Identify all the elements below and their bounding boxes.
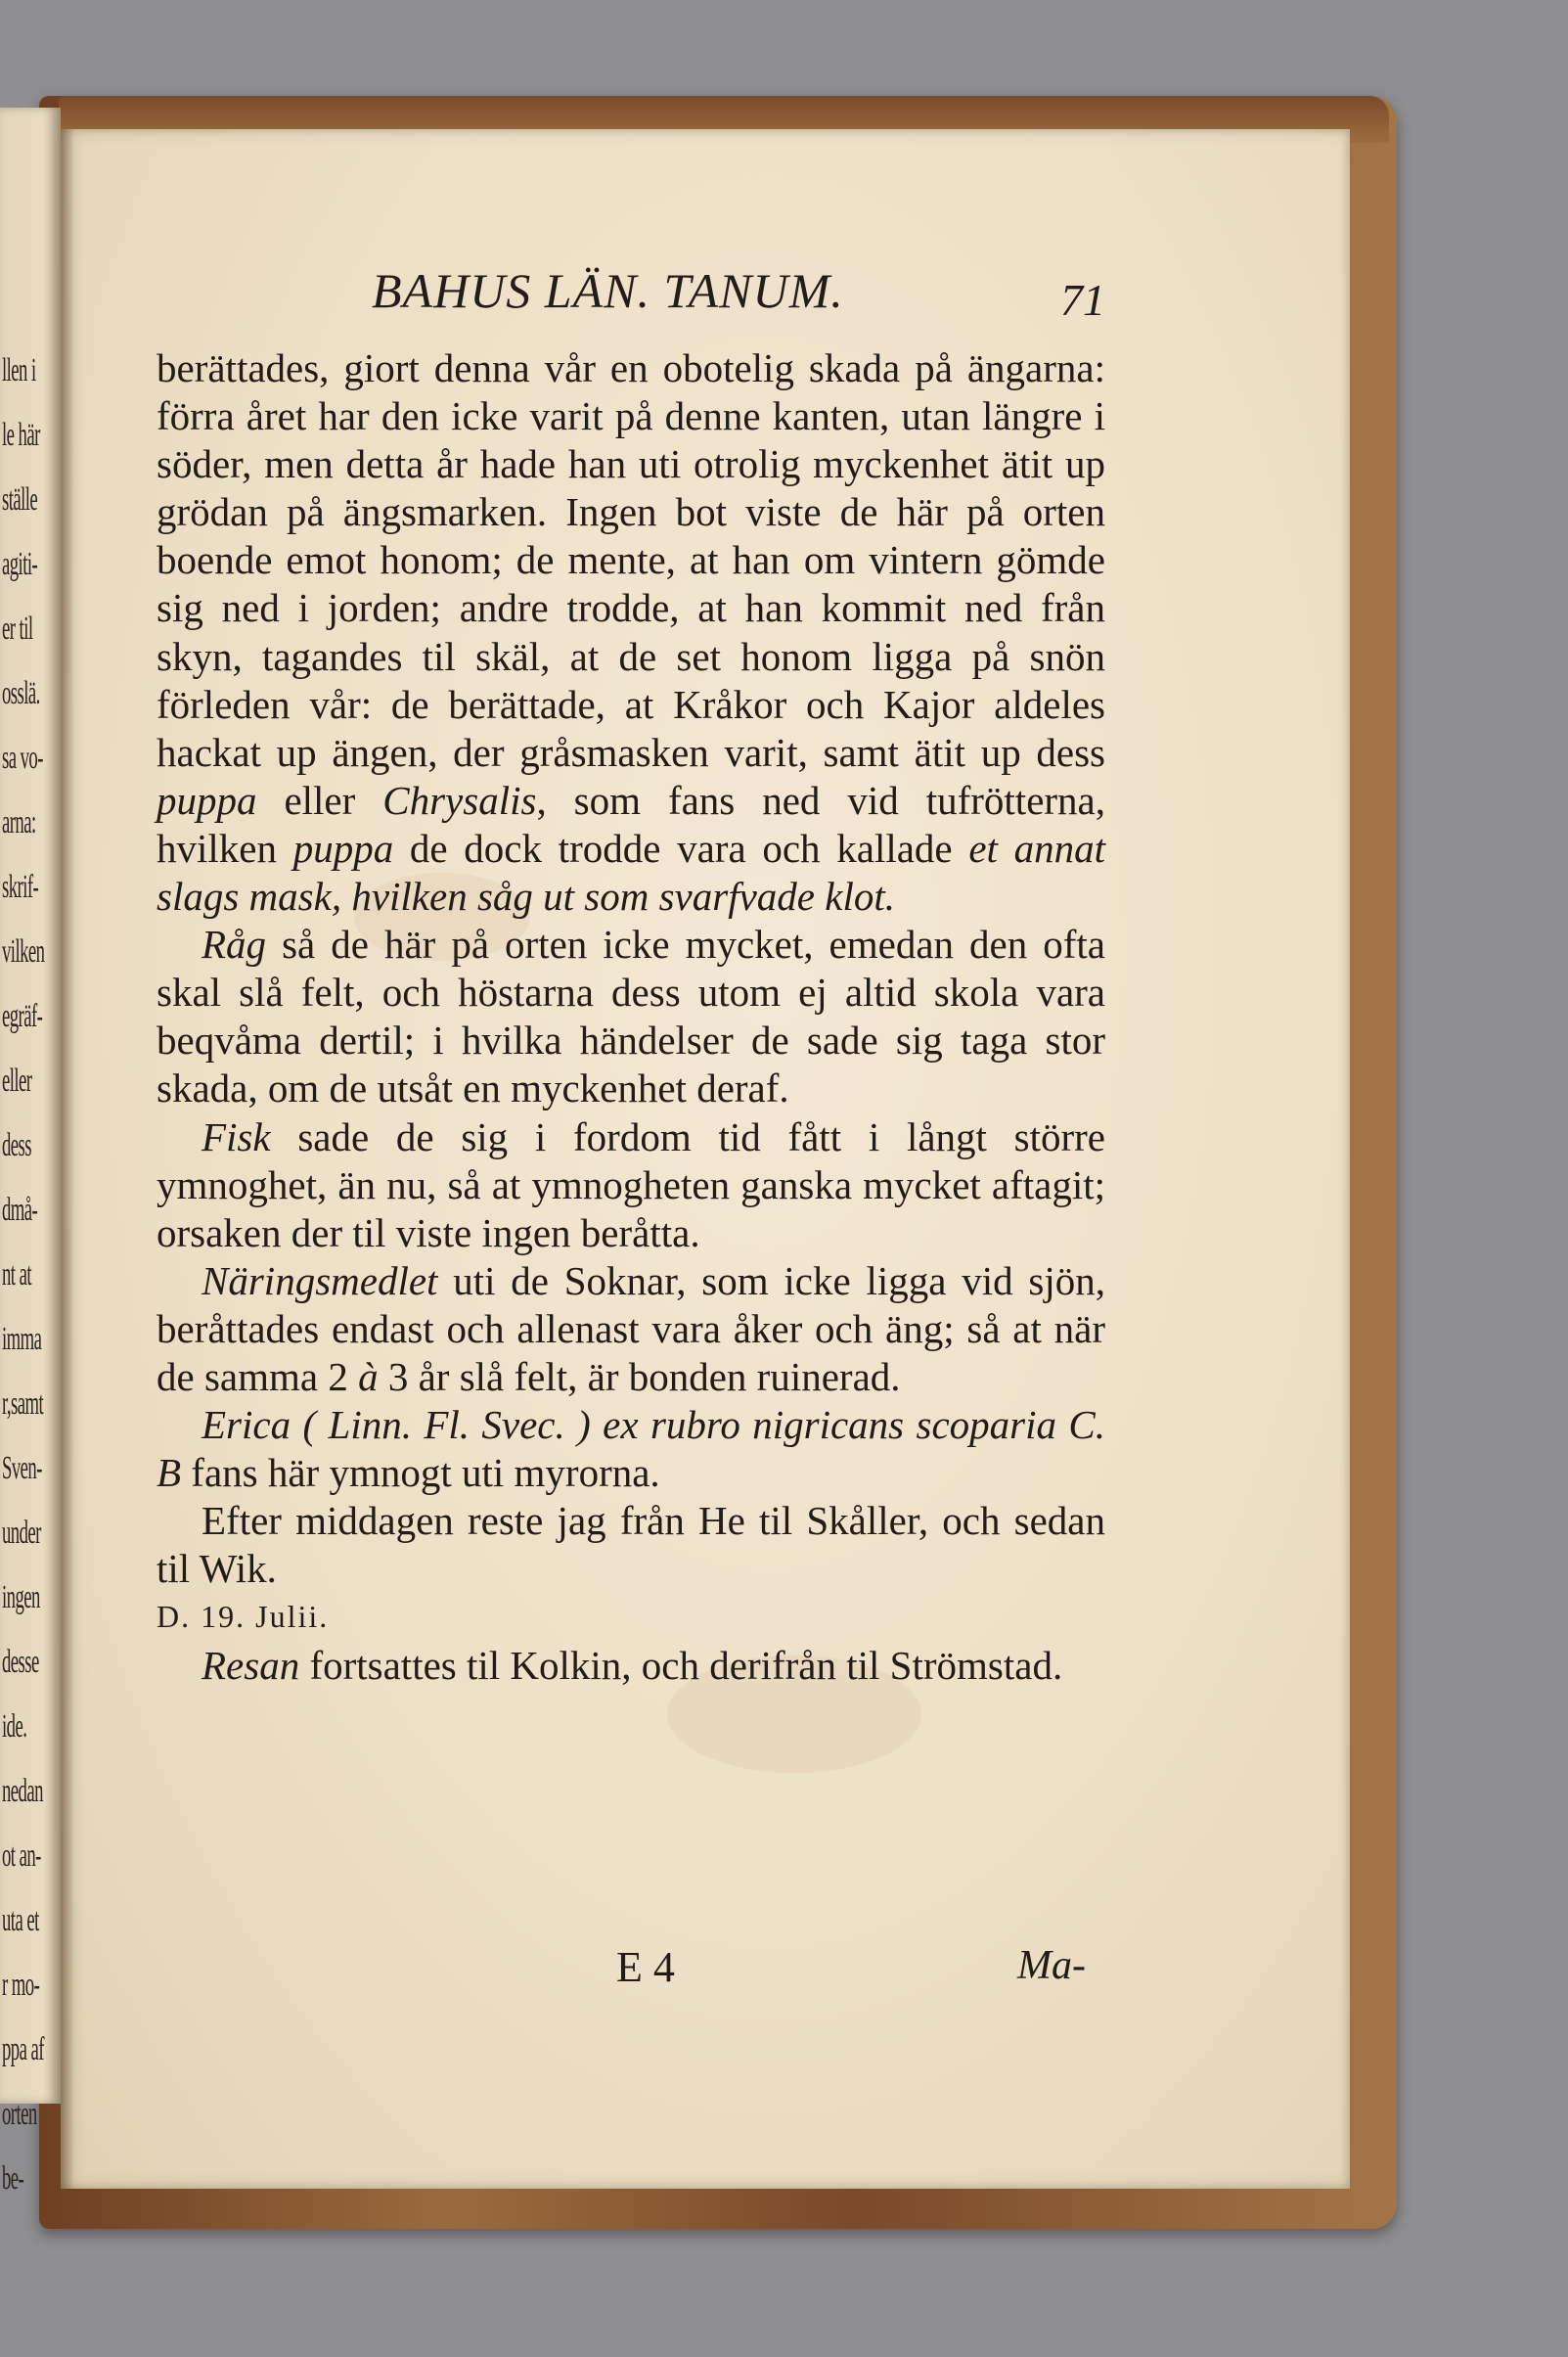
facing-page-word: r mo- [2,1967,40,2003]
body-text [157,344,1105,1690]
facing-page-word: ot an- [2,1837,41,1874]
text-run: 3 år slå felt, är bonden ruinerad. [378,1353,901,1399]
catchword: Ma- [1017,1943,1086,1988]
facing-page-word: under [2,1515,41,1551]
text-run: sade de sig i fordom tid fått i långt större ymnoghet, än nu, så at ymnogheten ganska mycket aftagit; orsaken der til viste ingen beråtta. [157,1113,1105,1255]
text-run: D. 19. Julii. [157,1599,330,1635]
paragraph [157,1497,1105,1593]
italic-run: Chrysalis [382,777,537,823]
facing-page-word: r,samt [2,1385,44,1422]
facing-page-word: sa vo- [2,740,43,776]
paragraph [157,1113,1105,1257]
text-run: eller [256,777,383,823]
facing-page-word: egräf- [2,998,43,1034]
facing-page-word: nt at [2,1256,31,1292]
facing-page-word: imma [2,1321,42,1357]
text-run: de dock trodde vara och kallade [393,825,969,871]
text-run: Efter middagen reste jag från He til Skåller, och sedan til Wik. [157,1498,1105,1592]
italic-run: et annat slags mask, hvilken såg ut som svarfvade klot. [157,825,1106,920]
facing-page-word: agiti- [2,546,38,582]
signature-mark: E 4 [616,1943,675,1991]
italic-run: à [358,1353,379,1399]
facing-page-word: orten [2,2096,37,2132]
facing-page-word: ppa af [2,2031,44,2067]
dateline [157,1593,1105,1641]
facing-page-word: osslä. [2,675,40,711]
paragraph [157,1257,1105,1401]
facing-page-word: dmå- [2,1192,38,1228]
text-run: berättades, giort denna vår en obotelig skada på ängarna: förra året har den icke varit på denne kanten, utan längre i söder, men detta år hade han uti otrolig myckenhet ätit up grödan på ängsmarken. Ingen bot viste de här på orten boende emot honom; de mente, at han om vintern gömde sig ned i jorden; andre trodde, at han kommit ned från skyn, tagandes til skäl, at de set honom ligga på snön förleden vår: de berättade, at Kråkor och Kajor aldeles hackat up ängen, der gråsmasken varit, samt ätit up dess [157,345,1105,775]
facing-page-word: le här [2,417,40,453]
italic-run: Fisk [202,1113,271,1159]
facing-page-word: be- [2,2160,24,2197]
page-number: 71 [1060,275,1105,325]
facing-page-word: er til [2,611,33,647]
facing-page-fragment [0,108,61,2197]
text-run: uti de Soknar, som icke ligga vid sjön, beråttades endast och allenast vara åker och äng; så at när de samma 2 [157,1257,1105,1399]
paragraph [157,344,1105,921]
text-run: fortsattes til Kolkin, och derifrån til Strömstad. [299,1642,1063,1688]
paragraph [157,1642,1105,1690]
facing-page-word: llen i [2,352,36,388]
paragraph [157,1401,1105,1497]
italic-run: puppa [292,825,394,871]
facing-page-word: desse [2,1644,39,1680]
text-run: fans här ymnogt uti myrorna. [181,1450,660,1496]
facing-page-word: ingen [2,1579,40,1615]
facing-page-word: arna: [2,804,36,840]
page-gutter-shadow [61,129,74,2189]
facing-page-word: vilken [2,933,45,970]
italic-run: Erica ( Linn. Fl. Svec. ) ex rubro nigricans scoparia C. B [157,1402,1105,1496]
text-run: så de här på orten icke mycket, emedan den ofta skal slå felt, och höstarna dess utom ej altid skola vara beqvåma dertil; i hvilka händelser de sade sig taga stor skada, om de utsåt en myckenhet deraf. [157,922,1105,1111]
running-head: BAHUS LÄN. TANUM. [372,263,844,318]
facing-page-word: ide. [2,1708,27,1745]
italic-run: Resan [202,1642,300,1688]
facing-page-word: dess [2,1127,32,1163]
facing-page-word: uta et [2,1902,39,1938]
italic-run: Näringsmedlet [202,1257,438,1303]
facing-page-word: ställe [2,481,38,518]
paragraph [157,921,1105,1112]
italic-run: puppa [157,777,257,823]
facing-page-word: skrif- [2,869,39,905]
facing-page-word: nedan [2,1773,43,1809]
facing-page-word: Sven- [2,1450,42,1486]
italic-run: Råg [202,922,267,968]
text-run: , som fans ned vid tufrötterna, hvilken [157,777,1105,871]
facing-page-word: eller [2,1063,32,1099]
